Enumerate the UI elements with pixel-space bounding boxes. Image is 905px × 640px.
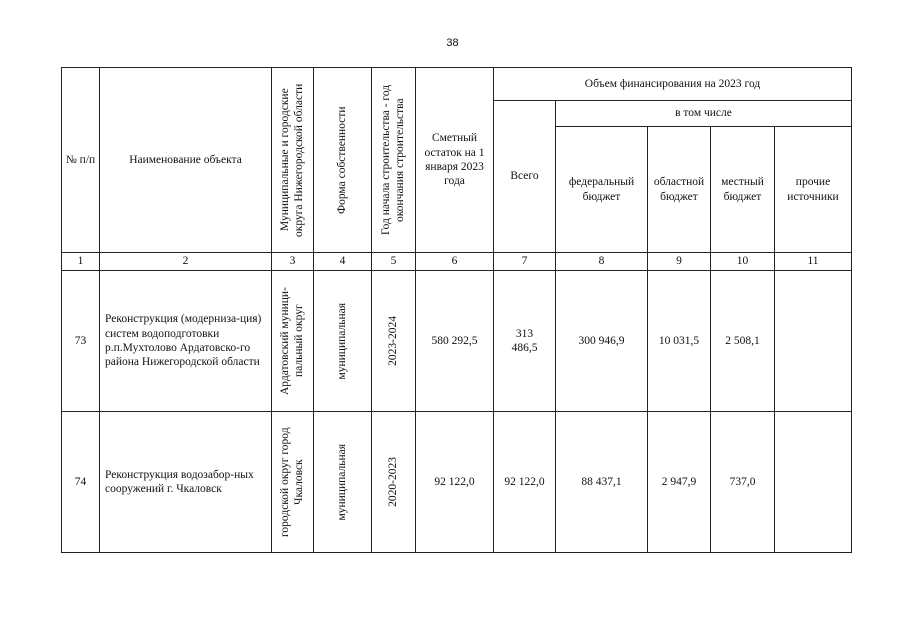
column-index: 6 [416,253,494,271]
row-remaining: 580 292,5 [416,271,494,412]
column-index: 1 [62,253,100,271]
row-total: 313 486,5 [494,271,556,412]
header-ownership [314,68,372,253]
row-other [775,271,852,412]
row-total: 92 122,0 [494,412,556,553]
row-ownership-cell [314,412,372,553]
row-municipality: городской округ город Чкаловск [278,427,305,537]
row-remaining: 92 122,0 [416,412,494,553]
header-financing: Объем финансирования на 2023 год [494,68,852,101]
row-local: 737,0 [711,412,775,553]
row-regional: 2 947,9 [648,412,711,553]
header-municipality [272,68,314,253]
column-index: 5 [372,253,416,271]
row-name: Реконструкция водозабор-ных сооружений г. Чкаловск [100,412,272,553]
header-years-text: Год начала строительства - год окончания строительства [379,84,406,236]
row-ownership: муниципальная [335,302,348,380]
row-federal: 88 437,1 [556,412,648,553]
header-regional: областной бюджет [648,127,711,253]
column-index: 8 [556,253,648,271]
row-years: 2023-2024 [386,316,399,366]
header-years [372,68,416,253]
column-index: 3 [272,253,314,271]
header-other: прочие источники [775,127,852,253]
header-federal: федеральный бюджет [556,127,648,253]
header-including: в том числе [556,101,852,127]
row-municipality-cell [272,412,314,553]
column-index: 11 [775,253,852,271]
row-other [775,412,852,553]
header-ownership-text: Форма собственности [335,106,348,214]
column-index: 10 [711,253,775,271]
table-row [62,412,852,553]
row-federal: 300 946,9 [556,271,648,412]
column-index: 9 [648,253,711,271]
header-local: местный бюджет [711,127,775,253]
column-index: 4 [314,253,372,271]
column-index: 7 [494,253,556,271]
row-years: 2020-2023 [386,457,399,507]
header-name: Наименование объекта [100,68,272,253]
row-municipality: Ардатовский муници-пальный округ [278,287,305,395]
row-regional: 10 031,5 [648,271,711,412]
header-remaining: Сметный остаток на 1 января 2023 года [416,68,494,253]
column-index-row [62,253,852,271]
column-index: 2 [100,253,272,271]
header-municipality-text: Муниципальные и городские округа Нижегородской области [278,83,305,237]
row-local: 2 508,1 [711,271,775,412]
row-num: 74 [62,412,100,553]
row-num: 73 [62,271,100,412]
row-municipality-cell [272,271,314,412]
row-name: Реконструкция (модерниза-ция) систем водоподготовки р.п.Мухтолово Ардатовско-го района Нижегородской области [100,271,272,412]
row-years-cell [372,271,416,412]
table-row [62,271,852,412]
row-ownership: муниципальная [335,443,348,521]
header-num: № п/п [62,68,100,253]
row-ownership-cell [314,271,372,412]
financing-table [61,67,852,553]
page-number: 38 [446,37,459,49]
header-total: Всего [494,101,556,253]
row-years-cell [372,412,416,553]
